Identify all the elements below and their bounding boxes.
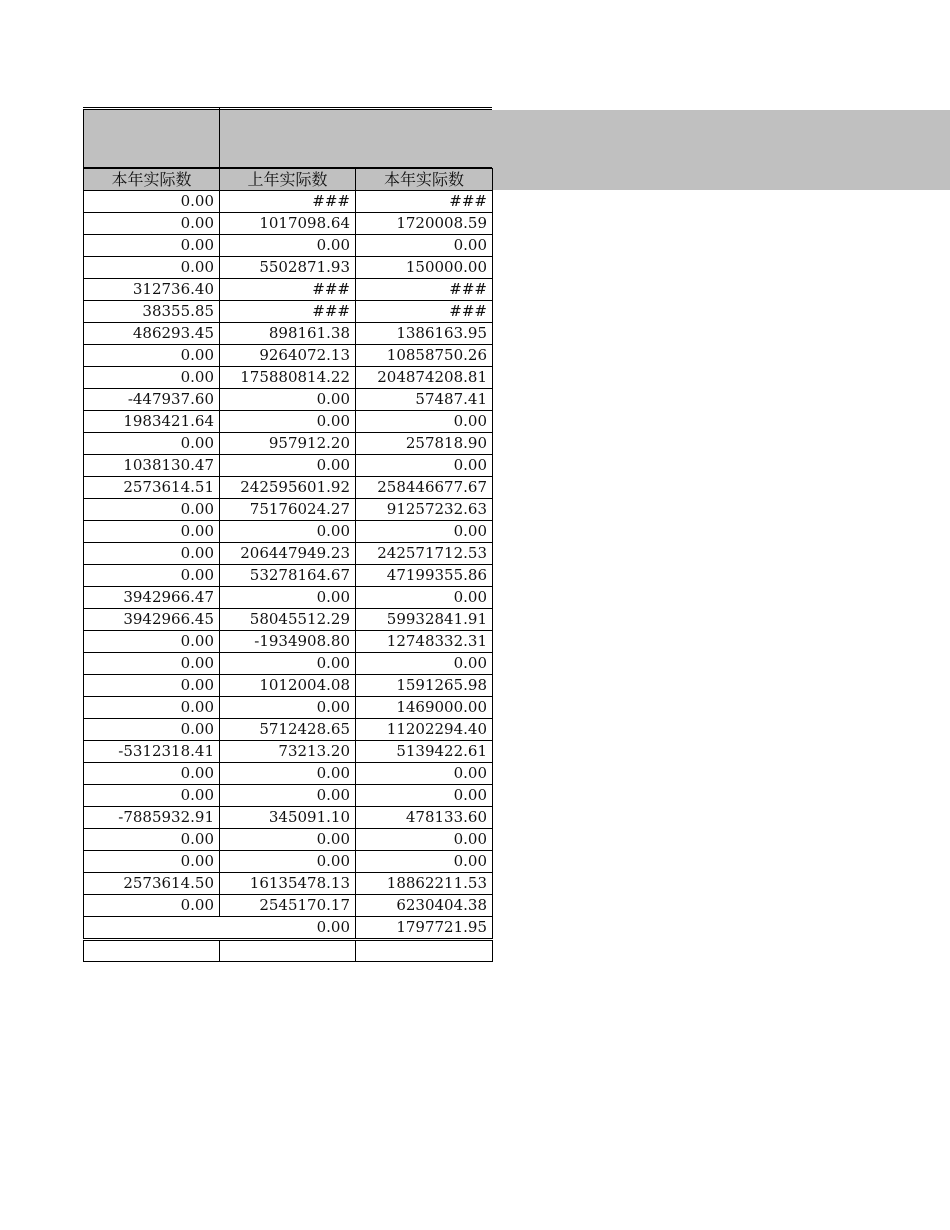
table-cell[interactable]: 0.00 [220,653,356,675]
table-row [84,235,493,257]
table-cell[interactable]: 5139422.61 [356,741,493,763]
table-cell[interactable]: -7885932.91 [84,807,220,829]
table-row [84,829,493,851]
table-cell[interactable]: 2545170.17 [220,895,356,917]
table-cell[interactable]: 0.00 [356,829,493,851]
table-cell[interactable]: 0.00 [220,389,356,411]
table-cell[interactable]: 0.00 [84,191,220,213]
table-row [84,565,493,587]
table-row [84,499,493,521]
table-cell[interactable]: 0.00 [220,763,356,785]
table-cell[interactable]: 38355.85 [84,301,220,323]
table-cell[interactable]: 16135478.13 [220,873,356,895]
table-row [84,741,493,763]
table-cell[interactable]: 0.00 [220,851,356,873]
table-cell[interactable]: 0.00 [356,455,493,477]
table-cell[interactable]: 0.00 [84,257,220,279]
table-cell[interactable]: 91257232.63 [356,499,493,521]
table-cell[interactable]: ### [356,301,493,323]
table-cell[interactable]: 2573614.50 [84,873,220,895]
table-cell[interactable]: 0.00 [84,213,220,235]
table-cell[interactable]: 0.00 [84,345,220,367]
table-cell[interactable]: 0.00 [84,785,220,807]
table-cell[interactable]: 0.00 [84,543,220,565]
table-row [84,191,493,213]
table-cell[interactable]: 0.00 [220,455,356,477]
table-cell[interactable]: 0.00 [220,587,356,609]
table-cell[interactable]: 257818.90 [356,433,493,455]
table-cell[interactable]: 1386163.95 [356,323,493,345]
table-cell[interactable]: 0.00 [84,235,220,257]
table-cell[interactable]: 1469000.00 [356,697,493,719]
column-header[interactable]: 上年实际数 [220,169,356,191]
table-row [84,873,493,895]
table-row [84,257,493,279]
table-cell[interactable]: 0.00 [84,631,220,653]
table-row [84,455,493,477]
column-header[interactable]: 本年实际数 [356,169,493,191]
table-cell[interactable]: -5312318.41 [84,741,220,763]
table-row [84,719,493,741]
table-cell[interactable]: 0.00 [220,785,356,807]
table-row [84,851,493,873]
table-row [84,895,493,917]
table-cell[interactable]: 0.00 [84,433,220,455]
table-cell[interactable]: 0.00 [220,521,356,543]
table-cell[interactable]: 486293.45 [84,323,220,345]
table-cell[interactable]: ### [220,301,356,323]
table-cell[interactable]: 0.00 [84,675,220,697]
table-cell[interactable]: 0.00 [84,521,220,543]
table-cell[interactable]: 204874208.81 [356,367,493,389]
table-row [84,411,493,433]
empty-cell[interactable] [356,940,493,962]
merged-cell[interactable]: 0.00 [84,917,356,940]
table-cell[interactable]: 0.00 [356,411,493,433]
table-row [84,279,493,301]
table-cell[interactable]: 898161.38 [220,323,356,345]
table-cell[interactable]: 150000.00 [356,257,493,279]
table-cell[interactable]: 0.00 [356,235,493,257]
table-row [84,631,493,653]
table-cell[interactable]: 0.00 [84,499,220,521]
table-cell[interactable]: 242571712.53 [356,543,493,565]
table-cell[interactable]: 47199355.86 [356,565,493,587]
table-row [84,301,493,323]
table-cell[interactable]: 10858750.26 [356,345,493,367]
header-merged-block [83,110,492,168]
table-row [84,213,493,235]
header-divider [219,107,220,168]
table-row [84,609,493,631]
table-cell[interactable]: 0.00 [84,895,220,917]
table-cell[interactable]: 1012004.08 [220,675,356,697]
column-header[interactable]: 本年实际数 [84,169,220,191]
table-cell[interactable]: 0.00 [356,587,493,609]
table-row [84,389,493,411]
table-cell[interactable]: 0.00 [356,521,493,543]
table-cell[interactable]: 478133.60 [356,807,493,829]
table-cell[interactable]: 59932841.91 [356,609,493,631]
table-row [84,763,493,785]
table-row [84,675,493,697]
table-cell[interactable]: 0.00 [356,653,493,675]
table-cell[interactable]: 12748332.31 [356,631,493,653]
table-cell[interactable]: 0.00 [220,697,356,719]
column-header-row [84,169,493,191]
table-cell[interactable]: 1983421.64 [84,411,220,433]
blank-table-row [84,940,493,962]
table-cell[interactable]: 58045512.29 [220,609,356,631]
table-row [84,521,493,543]
table-row [84,653,493,675]
table-cell[interactable]: 0.00 [356,851,493,873]
table-cell[interactable]: 57487.41 [356,389,493,411]
table-cell[interactable]: 1038130.47 [84,455,220,477]
table-cell[interactable]: 0.00 [220,235,356,257]
table-cell[interactable]: 6230404.38 [356,895,493,917]
table-row [84,697,493,719]
table-cell[interactable]: 0.00 [84,719,220,741]
table-cell[interactable]: 0.00 [84,565,220,587]
table-cell[interactable]: 73213.20 [220,741,356,763]
table-cell[interactable]: 11202294.40 [356,719,493,741]
table-cell[interactable]: ### [356,191,493,213]
table-cell[interactable]: 312736.40 [84,279,220,301]
table-cell[interactable]: 0.00 [84,697,220,719]
table-row [84,367,493,389]
table-cell[interactable]: 0.00 [84,851,220,873]
table-row [84,345,493,367]
table-cell[interactable]: 0.00 [84,763,220,785]
table-cell[interactable]: 0.00 [84,829,220,851]
empty-cell[interactable] [220,940,356,962]
table-cell[interactable]: 53278164.67 [220,565,356,587]
table-row [84,587,493,609]
table-cell[interactable]: 1017098.64 [220,213,356,235]
table-cell[interactable]: ### [356,279,493,301]
table-row [84,477,493,499]
merged-table-row [84,917,493,940]
empty-cell[interactable] [84,940,220,962]
header-gray-band [492,110,950,190]
table-cell[interactable]: 175880814.22 [220,367,356,389]
table-cell[interactable]: 206447949.23 [220,543,356,565]
table-row [84,543,493,565]
table-cell[interactable]: 1720008.59 [356,213,493,235]
table-cell[interactable]: 5502871.93 [220,257,356,279]
table-row [84,785,493,807]
table-cell[interactable]: 3942966.45 [84,609,220,631]
table-cell[interactable]: ### [220,191,356,213]
table-cell[interactable]: 18862211.53 [356,873,493,895]
table-cell[interactable]: -1934908.80 [220,631,356,653]
table-cell[interactable]: 1591265.98 [356,675,493,697]
table-cell[interactable]: 3942966.47 [84,587,220,609]
table-cell[interactable]: 1797721.95 [356,917,493,940]
table-cell[interactable]: 75176024.27 [220,499,356,521]
table-cell[interactable]: 5712428.65 [220,719,356,741]
table-cell[interactable]: 242595601.92 [220,477,356,499]
table-cell[interactable]: 2573614.51 [84,477,220,499]
table-cell[interactable]: 0.00 [220,829,356,851]
table-cell[interactable]: 957912.20 [220,433,356,455]
table-cell[interactable]: 345091.10 [220,807,356,829]
table-cell[interactable]: 0.00 [84,653,220,675]
table-cell[interactable]: ### [220,279,356,301]
table-row [84,807,493,829]
table-cell[interactable]: -447937.60 [84,389,220,411]
table-cell[interactable]: 0.00 [220,411,356,433]
table-row [84,433,493,455]
table-cell[interactable]: 0.00 [356,763,493,785]
table-cell[interactable]: 258446677.67 [356,477,493,499]
table-row [84,323,493,345]
data-table [83,168,493,962]
table-cell[interactable]: 9264072.13 [220,345,356,367]
table-cell[interactable]: 0.00 [84,367,220,389]
table-cell[interactable]: 0.00 [356,785,493,807]
